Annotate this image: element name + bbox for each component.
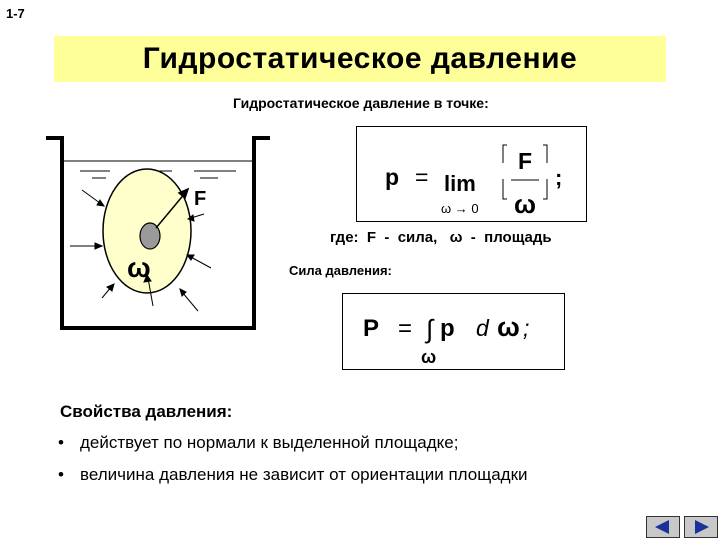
formula2-omega: ω <box>497 312 520 342</box>
formula-semicolon: ; <box>555 165 563 190</box>
pressure-at-point-label: Гидростатическое давление в точке: <box>233 95 489 111</box>
formula2-eq: = <box>398 315 413 342</box>
force-formula-box <box>342 293 565 370</box>
page-title: Гидростатическое давление <box>142 42 578 75</box>
formula-p: p <box>385 164 400 190</box>
pressure-formula <box>357 127 586 221</box>
bullet-icon: • <box>58 465 64 484</box>
property-text: величина давления не зависит от ориентации площадки <box>80 465 528 484</box>
formula-numerator: F <box>518 148 533 174</box>
bullet-icon: • <box>58 433 64 452</box>
formula-eq: = <box>415 164 429 190</box>
property-item <box>58 465 528 485</box>
left-bracket-bot <box>503 179 507 199</box>
formula-lim: lim <box>444 171 476 196</box>
arrow-left-icon <box>647 517 679 537</box>
right-bracket-top <box>543 145 547 163</box>
next-slide-button[interactable] <box>684 516 718 538</box>
property-item <box>58 433 458 453</box>
right-bracket-bot <box>543 179 547 199</box>
slide-number: 1-7 <box>6 6 25 21</box>
previous-slide-button[interactable] <box>646 516 680 538</box>
variables-legend: где: F - сила, ω - площадь <box>330 229 552 246</box>
formula2-integral: ∫ <box>426 314 434 344</box>
formula2-d: d <box>476 315 489 341</box>
formula2-semicolon: ; <box>523 315 530 341</box>
force-formula <box>343 294 564 369</box>
formula2-sub: ω <box>421 347 437 367</box>
pressure-force-label: Сила давления: <box>289 263 392 278</box>
formula-denominator: ω <box>514 189 536 219</box>
area-label: ω <box>127 252 151 283</box>
properties-heading: Свойства давления: <box>60 402 233 421</box>
formula2-P: P <box>363 315 380 342</box>
pressure-formula-box <box>356 126 587 222</box>
formula-lim-sub: ω → 0 <box>441 201 479 216</box>
vessel-diagram <box>36 128 276 338</box>
arrow-right-icon <box>685 517 717 537</box>
title-banner <box>54 36 666 82</box>
left-bracket-top <box>503 145 507 163</box>
force-label: F <box>194 188 207 210</box>
property-text: действует по нормали к выделенной площадке; <box>80 433 459 452</box>
formula2-p: p <box>440 315 455 342</box>
